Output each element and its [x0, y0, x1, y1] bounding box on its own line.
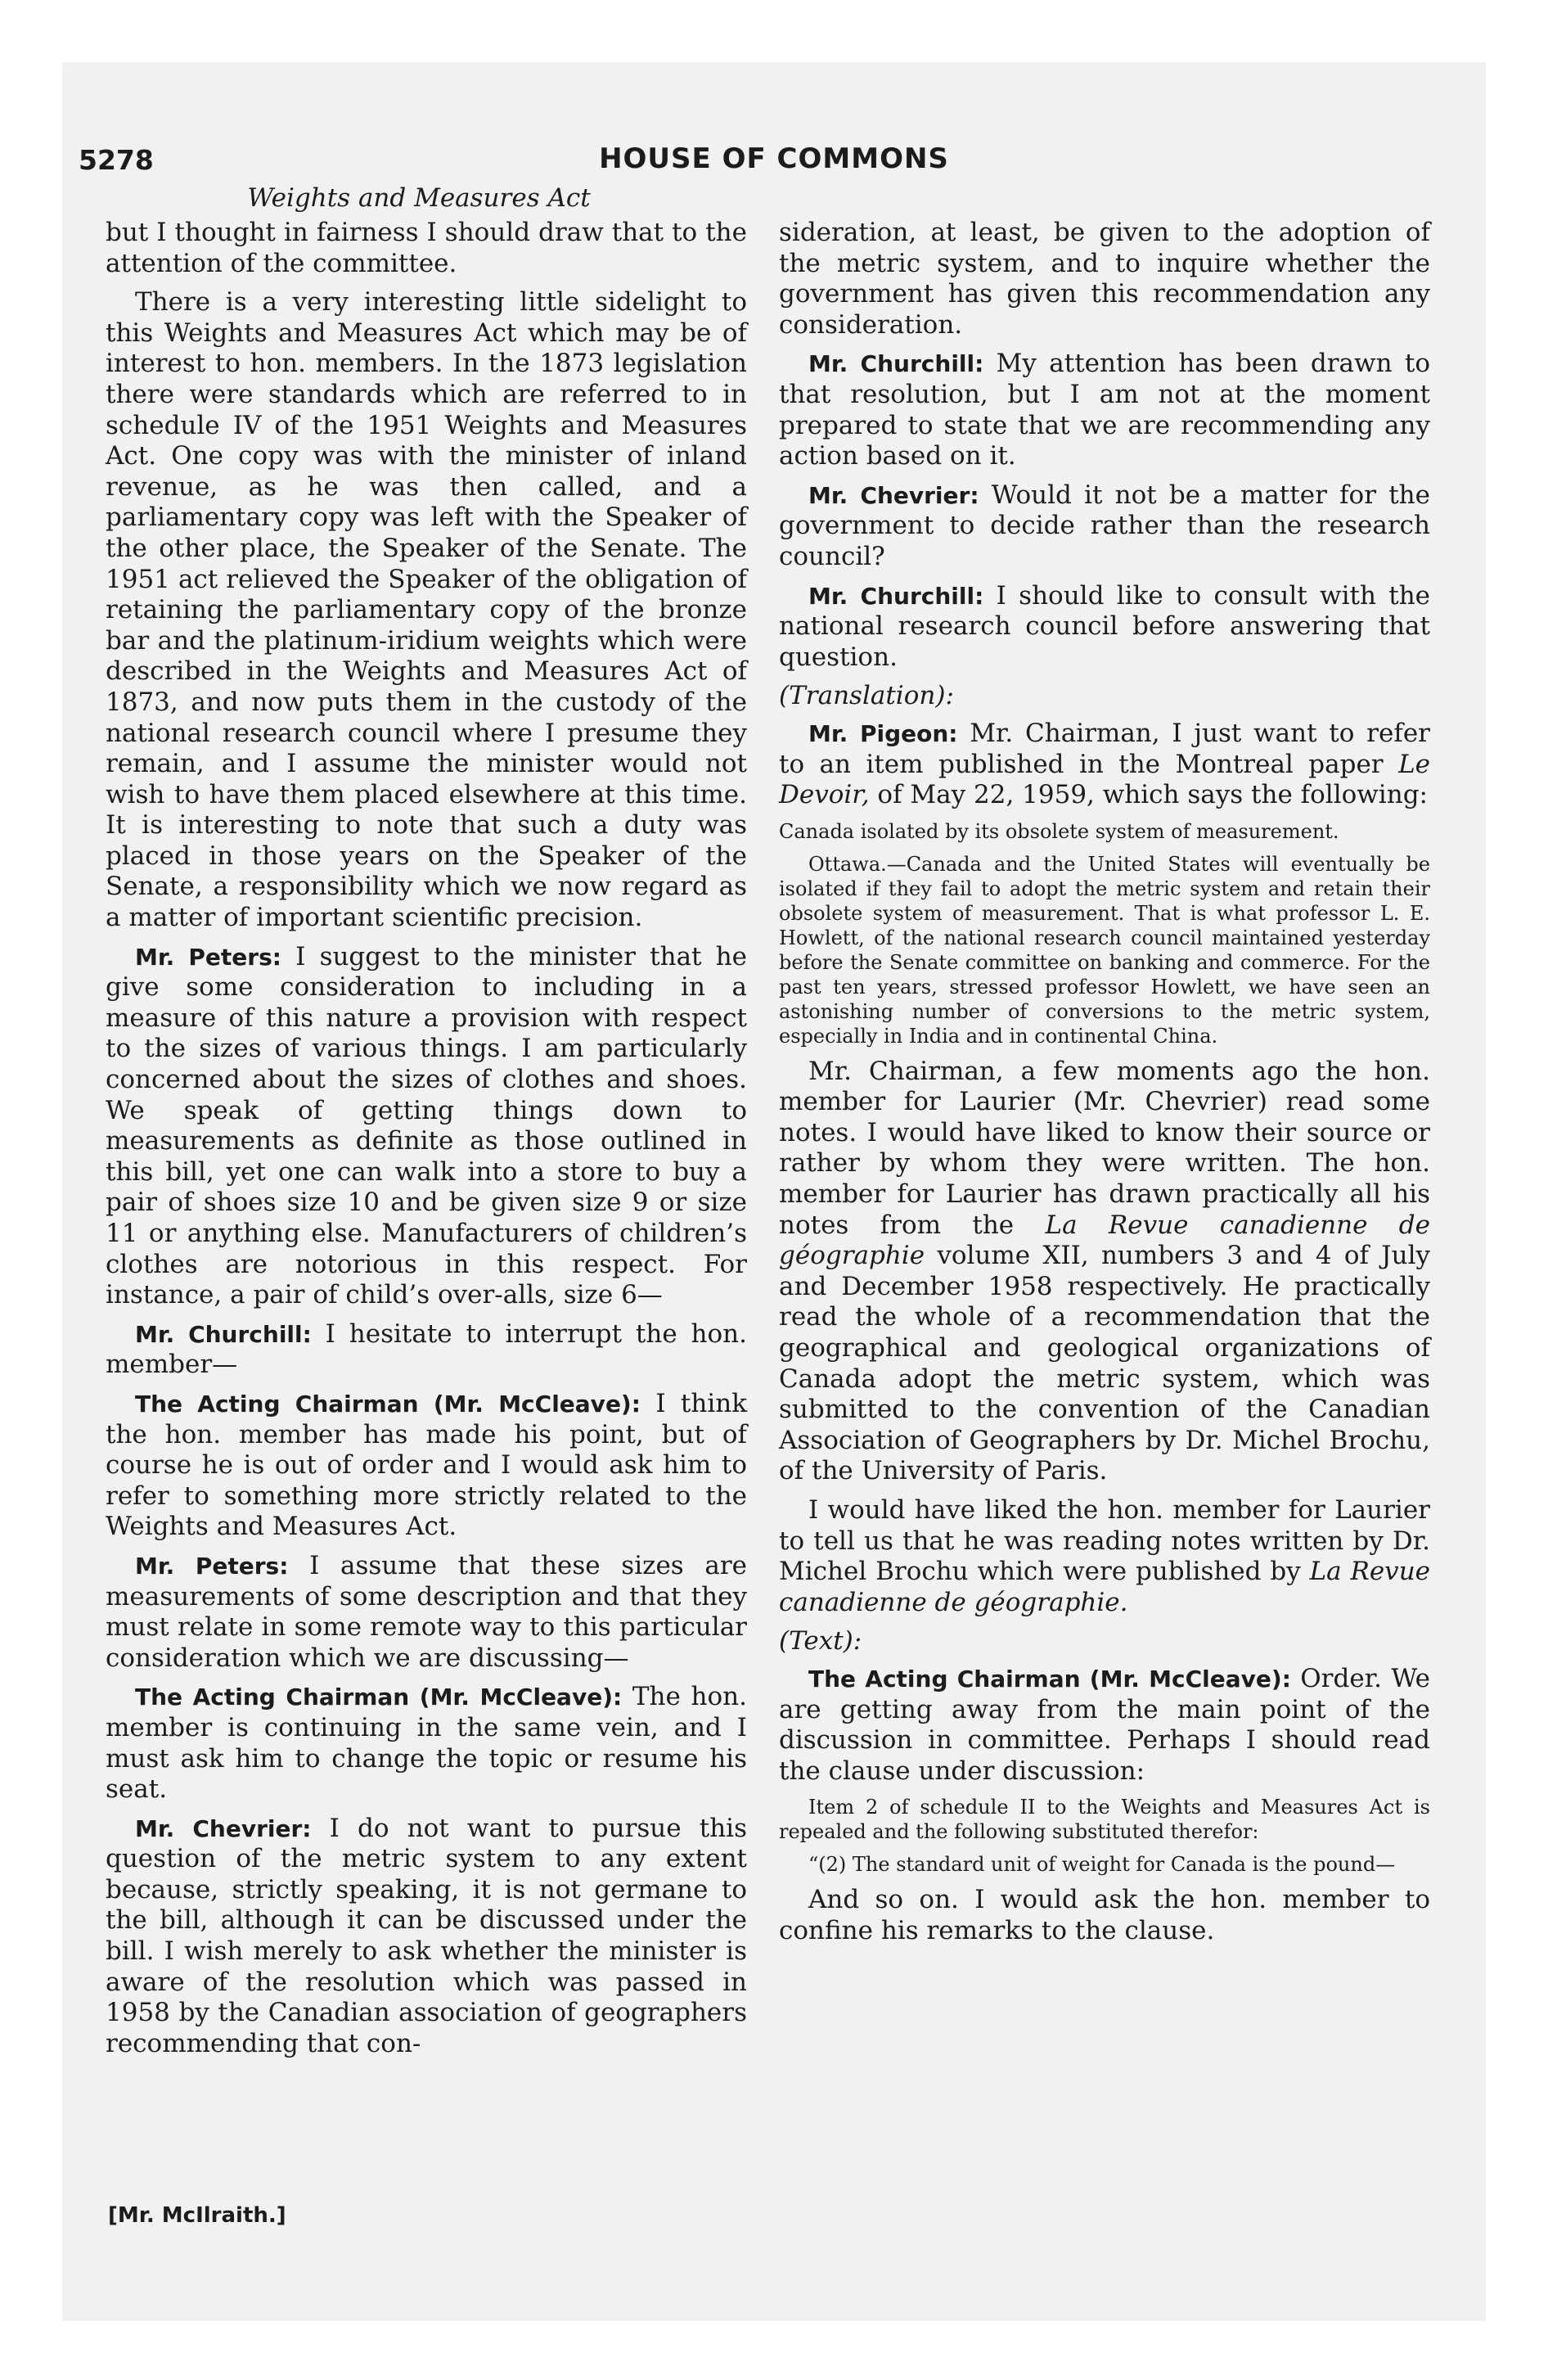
- speaker-name: Mr. Peters:: [135, 943, 281, 971]
- speech-text: I suggest to the minister that he give some consideration to including in a measure of this nature a provision with respect to the sizes of various things. I am particularly concerned about the sizes of clothes and shoes. We speak of getting things down to measurements as definite as those outlined in this bill, yet one can walk into a store to buy a pair of shoes size 10 and be given size 9 or size 11 or anything else. Manufacturers of children’s clothes are notorious in this respect. For instance, a pair of child’s over-alls, size 6—: [106, 941, 748, 1310]
- paragraph: [779, 1057, 1430, 1487]
- speech-text: I think the hon. member has made his point, but of course he is out of order and I would ask him to refer to something more strictly related to the Weights and Measures Act.: [106, 1388, 748, 1542]
- masthead-title: HOUSE OF COMMONS: [599, 142, 949, 175]
- speech-text: of May 22, 1959, which says the following:: [877, 780, 1428, 810]
- speaker-name: Mr. Churchill:: [808, 582, 984, 610]
- paragraph: There is a very interesting little sidelight to this Weights and Measures Act which may be of interest to hon. members. In the 1873 legislation there were standards which are referred to in schedule IV of the 1951 Weights and Measures Act. One copy was with the minister of inland revenue, as he was then called, and a parliamentary copy was left with the Speaker of the other place, the Speaker of the Senate. The 1951 act relieved the Speaker of the obligation of retaining the parliamentary copy of the bronze bar and the platinum-iridium weights which were described in the Weights and Measures Act of 1873, and now puts them in the custody of the national research council where I presume they remain, and I assume the minister would not wish to have them placed elsewhere at this time. It is interesting to note that such a duty was placed in those years on the Speaker of the Senate, a responsibility which we now regard as a matter of important scientific precision.: [106, 287, 747, 933]
- journal-title: La Revue canadienne de géographie: [779, 1210, 1430, 1271]
- speech-text: My attention has been drawn to that resolution, but I am not at the moment prepared to state that we are recommending any action based on it.: [779, 349, 1431, 471]
- speaker-name: Mr. Pigeon:: [808, 719, 958, 747]
- footer-note: [Mr. McIlraith.]: [108, 2203, 286, 2228]
- speech: [106, 1682, 747, 1805]
- speaker-name: Mr. Chevrier:: [808, 481, 979, 509]
- translation-label: (Translation):: [779, 681, 954, 711]
- text-label: (Text):: [779, 1626, 862, 1657]
- paragraph: sideration, at least, be given to the adoption of the metric system, and to inquire whether the government has given this recommendation any consideration.: [779, 218, 1430, 340]
- speaker-name: The Acting Chairman (Mr. McCleave):: [135, 1684, 623, 1711]
- quoted-headline: Canada isolated by its obsolete system of measurement.: [779, 819, 1339, 843]
- speaker-name: The Acting Chairman (Mr. McCleave):: [135, 1390, 641, 1418]
- left-column: [106, 218, 747, 2067]
- speech-text: I do not want to pursue this question of the metric system to any extent because, strictly speaking, it is not germane to the bill, although it can be discussed under the bill. I wish merely to ask whether the minister is aware of the resolution which was passed in 1958 by the Canadian association of geographers recommending that con-: [106, 1813, 747, 2058]
- speaker-name: Mr. Peters:: [135, 1552, 289, 1580]
- speech: [779, 719, 1430, 811]
- speech-text: Mr. Chairman, I just want to refer to an item published in the Montreal paper: [779, 718, 1430, 779]
- paragraph: [779, 1495, 1430, 1618]
- speech: [106, 942, 747, 1311]
- speech: [106, 1814, 747, 2060]
- speaker-name: The Acting Chairman (Mr. McCleave):: [808, 1665, 1291, 1693]
- speech-text: The hon. member is continuing in the same vein, and I must ask him to change the topic or resume his seat.: [106, 1682, 747, 1805]
- speech-text: Order. We are getting away from the main point of the discussion in committee. Perhaps I should read the clause under discussion:: [779, 1663, 1430, 1786]
- speech: [779, 581, 1430, 674]
- speech-text: I should like to consult with the national research council before answering that question.: [779, 580, 1430, 672]
- quoted-clause: “(2) The standard unit of weight for Canada is the pound—: [808, 1853, 1396, 1877]
- paragraph: And so on. I would ask the hon. member to confine his remarks to the clause.: [779, 1885, 1430, 1945]
- right-column: [779, 218, 1430, 1955]
- quoted-clause: Item 2 of schedule II to the Weights and Measures Act is repealed and the following substituted therefor:: [779, 1796, 1430, 1844]
- paragraph: but I thought in fairness I should draw that to the attention of the committee.: [106, 218, 747, 278]
- speaker-name: Mr. Churchill:: [808, 350, 984, 378]
- speech-text: I assume that these sizes are measurements of some description and that they must relate in some remote way to this particular consideration which we are discussing—: [106, 1550, 748, 1673]
- speech: [106, 1389, 747, 1543]
- quoted-article: Ottawa.—Canada and the United States will eventually be isolated if they fail to adopt the metric system and retain their obsolete system of measurement. That is what professor L. E. Howlett, of the national research council maintained yesterday before the Senate committee on banking and commerce. For the past ten years, stressed professor Howlett, we have seen an astonishing number of conversions to the metric system, especially in India and in continental China.: [779, 852, 1430, 1048]
- speech: [106, 1551, 747, 1674]
- speech-text: Would it not be a matter for the government to decide rather than the research council?: [779, 480, 1430, 571]
- paragraph-text: volume XII, numbers 3 and 4 of July and December 1958 respectively. He practically read the whole of a recommendation that the geographical and geological organizations of Canada adopt the metric system, which was submitted to the convention of the Canadian Association of Geographers by Dr. Michel Brochu, of the University of Paris.: [779, 1241, 1430, 1486]
- speaker-name: Mr. Chevrier:: [135, 1814, 312, 1842]
- speech: [779, 480, 1430, 573]
- page-number: 5278: [79, 144, 154, 176]
- running-subhead: Weights and Measures Act: [247, 183, 591, 213]
- journal-title: La Revue canadienne de géographie.: [779, 1557, 1431, 1617]
- speaker-name: Mr. Churchill:: [135, 1320, 312, 1348]
- speech: [106, 1319, 747, 1381]
- speech-text: I hesitate to interrupt the hon. member—: [106, 1318, 747, 1380]
- paragraph-text: I would have liked the hon. member for Laurier to tell us that he was reading notes written by Dr. Michel Brochu which were published by: [779, 1495, 1430, 1587]
- newspaper-title: Le Devoir,: [779, 749, 1430, 810]
- speech: [779, 349, 1430, 471]
- paragraph-text: Mr. Chairman, a few moments ago the hon. member for Laurier (Mr. Chevrier) read some notes. I would have liked to know their source or rather by whom they were written. The hon. member for Laurier has drawn practically all his notes from the: [779, 1056, 1430, 1240]
- speech: [779, 1664, 1430, 1787]
